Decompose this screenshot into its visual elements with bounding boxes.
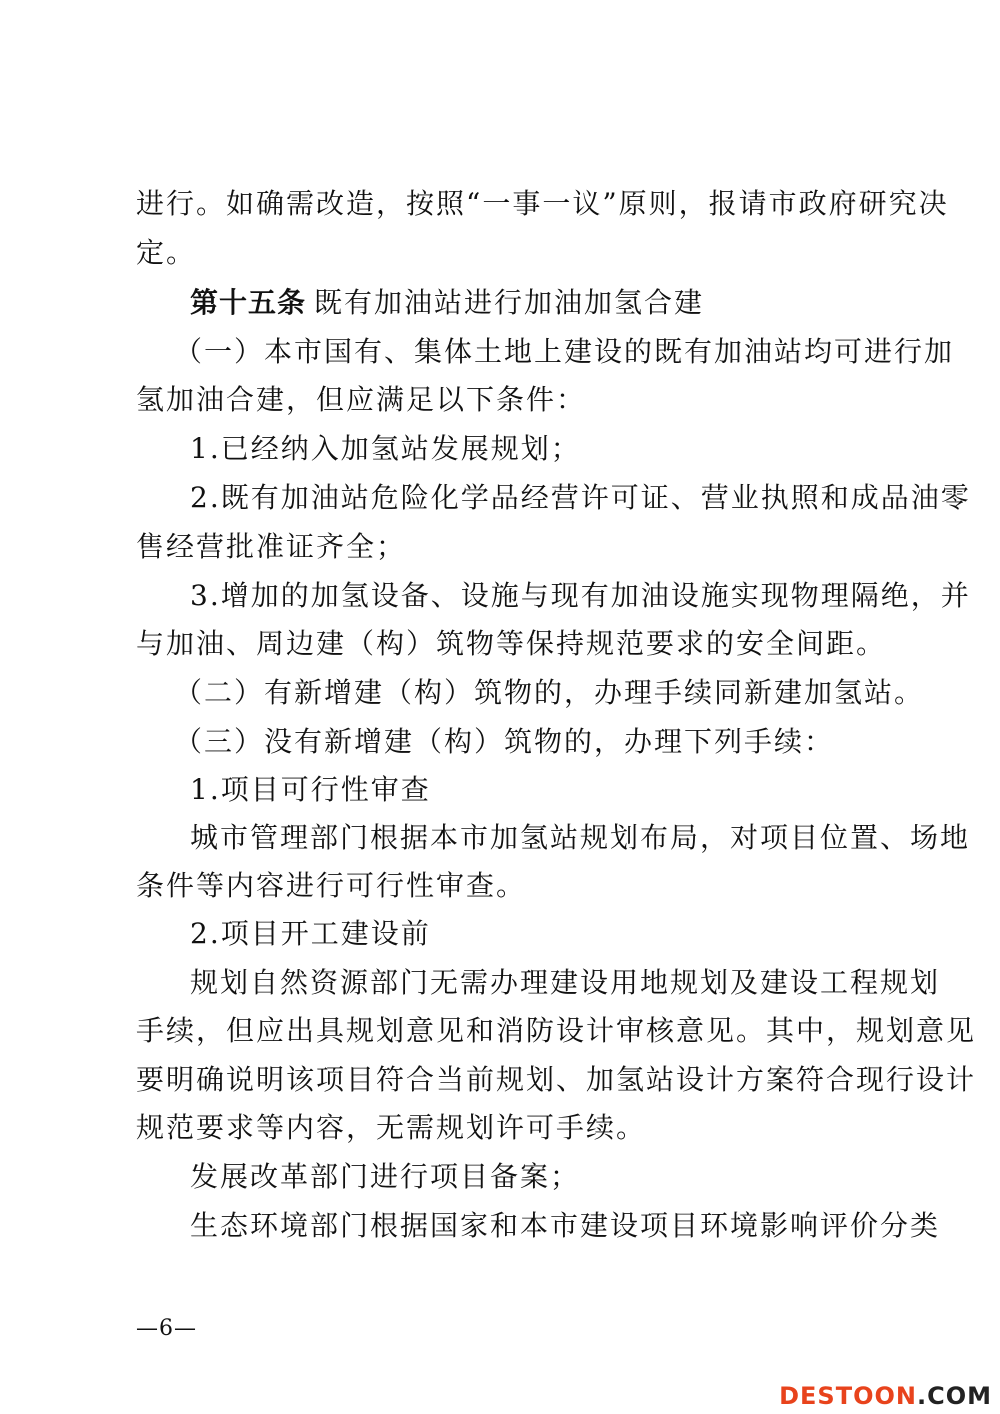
list-item-3: 3.增加的加氢设备、设施与现有加油设施实现物理隔绝，并	[190, 579, 971, 612]
sub-heading-2: 2.项目开工建设前	[190, 917, 431, 950]
paragraph-line-2: 定。	[136, 236, 197, 269]
paragraph-line-21: 发展改革部门进行项目备案；	[190, 1160, 581, 1193]
list-item-1: 1.已经纳入加氢站发展规划；	[190, 432, 581, 465]
paragraph-line-12: （三）没有新增建（构）筑物的，办理下列手续：	[174, 725, 835, 758]
watermark-part-a: DESTOON	[779, 1382, 917, 1410]
paragraph-line-4: （一）本市国有、集体土地上建设的既有加油站均可进行加	[174, 335, 955, 368]
sub-heading-1: 1.项目可行性审查	[190, 773, 431, 806]
paragraph-line-20: 规范要求等内容，无需规划许可手续。	[136, 1111, 647, 1144]
paragraph-line-15: 条件等内容进行可行性审查。	[136, 869, 527, 902]
watermark-logo	[779, 1382, 992, 1410]
paragraph-line-1: 进行。如确需改造，按照“一事一议”原则，报请市政府研究决	[136, 187, 949, 220]
list-item-2: 2.既有加油站危险化学品经营许可证、营业执照和成品油零	[190, 481, 971, 514]
paragraph-line-8: 售经营批准证齐全；	[136, 530, 407, 563]
paragraph-line-18: 手续，但应出具规划意见和消防设计审核意见。其中，规划意见	[136, 1014, 977, 1047]
watermark-part-b: .COM	[916, 1382, 992, 1410]
article-number: 第十五条	[190, 286, 307, 319]
page-number: —6—	[136, 1316, 197, 1341]
paragraph-line-5: 氢加油合建，但应满足以下条件：	[136, 383, 587, 416]
article-heading	[190, 283, 876, 323]
paragraph-line-17: 规划自然资源部门无需办理建设用地规划及建设工程规划	[190, 966, 941, 999]
paragraph-line-10: 与加油、周边建（构）筑物等保持规范要求的安全间距。	[136, 627, 887, 660]
paragraph-line-19: 要明确说明该项目符合当前规划、加氢站设计方案符合现行设计	[136, 1063, 977, 1096]
paragraph-line-11: （二）有新增建（构）筑物的，办理手续同新建加氢站。	[174, 676, 925, 709]
article-title: 既有加油站进行加油加氢合建	[314, 286, 705, 319]
paragraph-line-22: 生态环境部门根据国家和本市建设项目环境影响评价分类	[190, 1209, 941, 1242]
paragraph-line-14: 城市管理部门根据本市加氢站规划布局，对项目位置、场地	[190, 821, 971, 854]
